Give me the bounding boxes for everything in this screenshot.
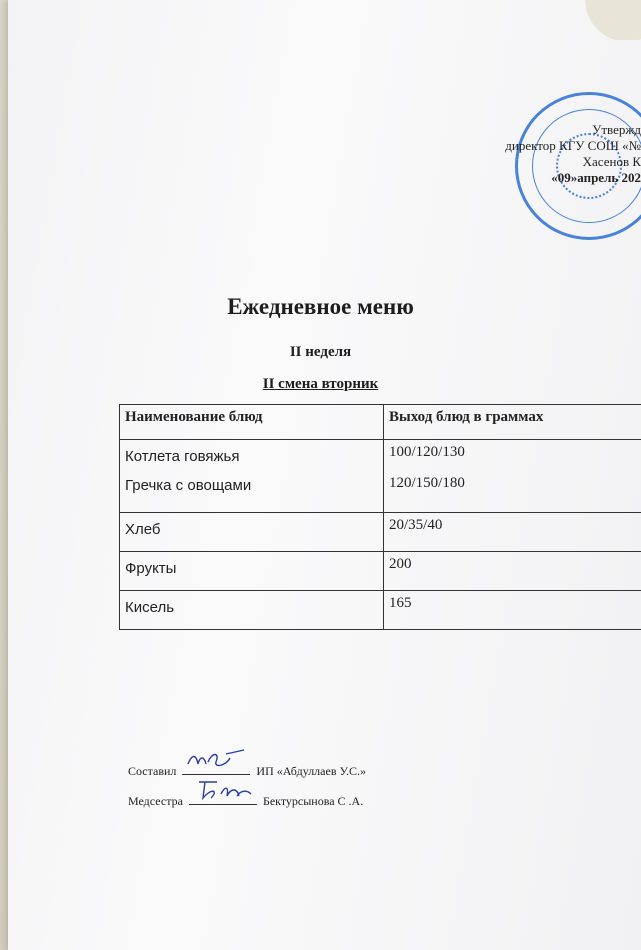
signature-scribble — [186, 748, 248, 772]
approval-line-1: Утвержд — [592, 122, 641, 137]
compiled-signature-row — [128, 762, 366, 779]
compiled-label: Составил — [128, 764, 177, 778]
dish-cell — [120, 440, 384, 513]
weight-cell: 200 — [384, 552, 641, 591]
weight-value: 100/120/130 — [389, 444, 465, 460]
header-dish: Наименование блюд — [120, 405, 384, 440]
dish-name: Котлета говяжья — [125, 448, 240, 465]
compiled-name: ИП «Абдуллаев У.С.» — [256, 764, 367, 778]
approval-line-4: «09»апрель 202 — [551, 170, 641, 185]
table-row — [120, 513, 641, 552]
approval-line-3: Хасенов К — [582, 154, 641, 169]
background-fabric — [571, 0, 641, 40]
nurse-signature-row — [128, 792, 363, 809]
header-weight: Выход блюд в граммах — [384, 405, 641, 440]
weight-value: 120/150/180 — [389, 475, 465, 491]
document-title: Ежедневное меню — [227, 294, 414, 319]
dish-cell: Кисель — [120, 591, 384, 630]
shift-label: II смена вторник — [262, 376, 379, 392]
signature-scribble — [193, 778, 255, 802]
dish-name: Гречка с овощами — [125, 477, 252, 494]
weight-cell — [384, 440, 641, 513]
nurse-label: Медсестра — [128, 794, 183, 808]
table-header-row — [120, 405, 641, 440]
nurse-name: Бектурсынова С .А. — [262, 794, 364, 808]
table-row — [120, 552, 641, 591]
week-label: II неделя — [289, 344, 352, 360]
approval-block — [505, 122, 641, 186]
approval-line-2: директор КГУ СОШ «№ — [505, 138, 641, 153]
signature-line — [182, 762, 250, 775]
menu-table — [119, 404, 641, 630]
signature-line — [189, 792, 257, 805]
table-row — [120, 591, 641, 630]
weight-cell: 20/35/40 — [384, 513, 641, 552]
table-row — [120, 440, 641, 513]
weight-cell: 165 — [384, 591, 641, 630]
dish-cell: Фрукты — [120, 552, 384, 591]
dish-cell: Хлеб — [120, 513, 384, 552]
